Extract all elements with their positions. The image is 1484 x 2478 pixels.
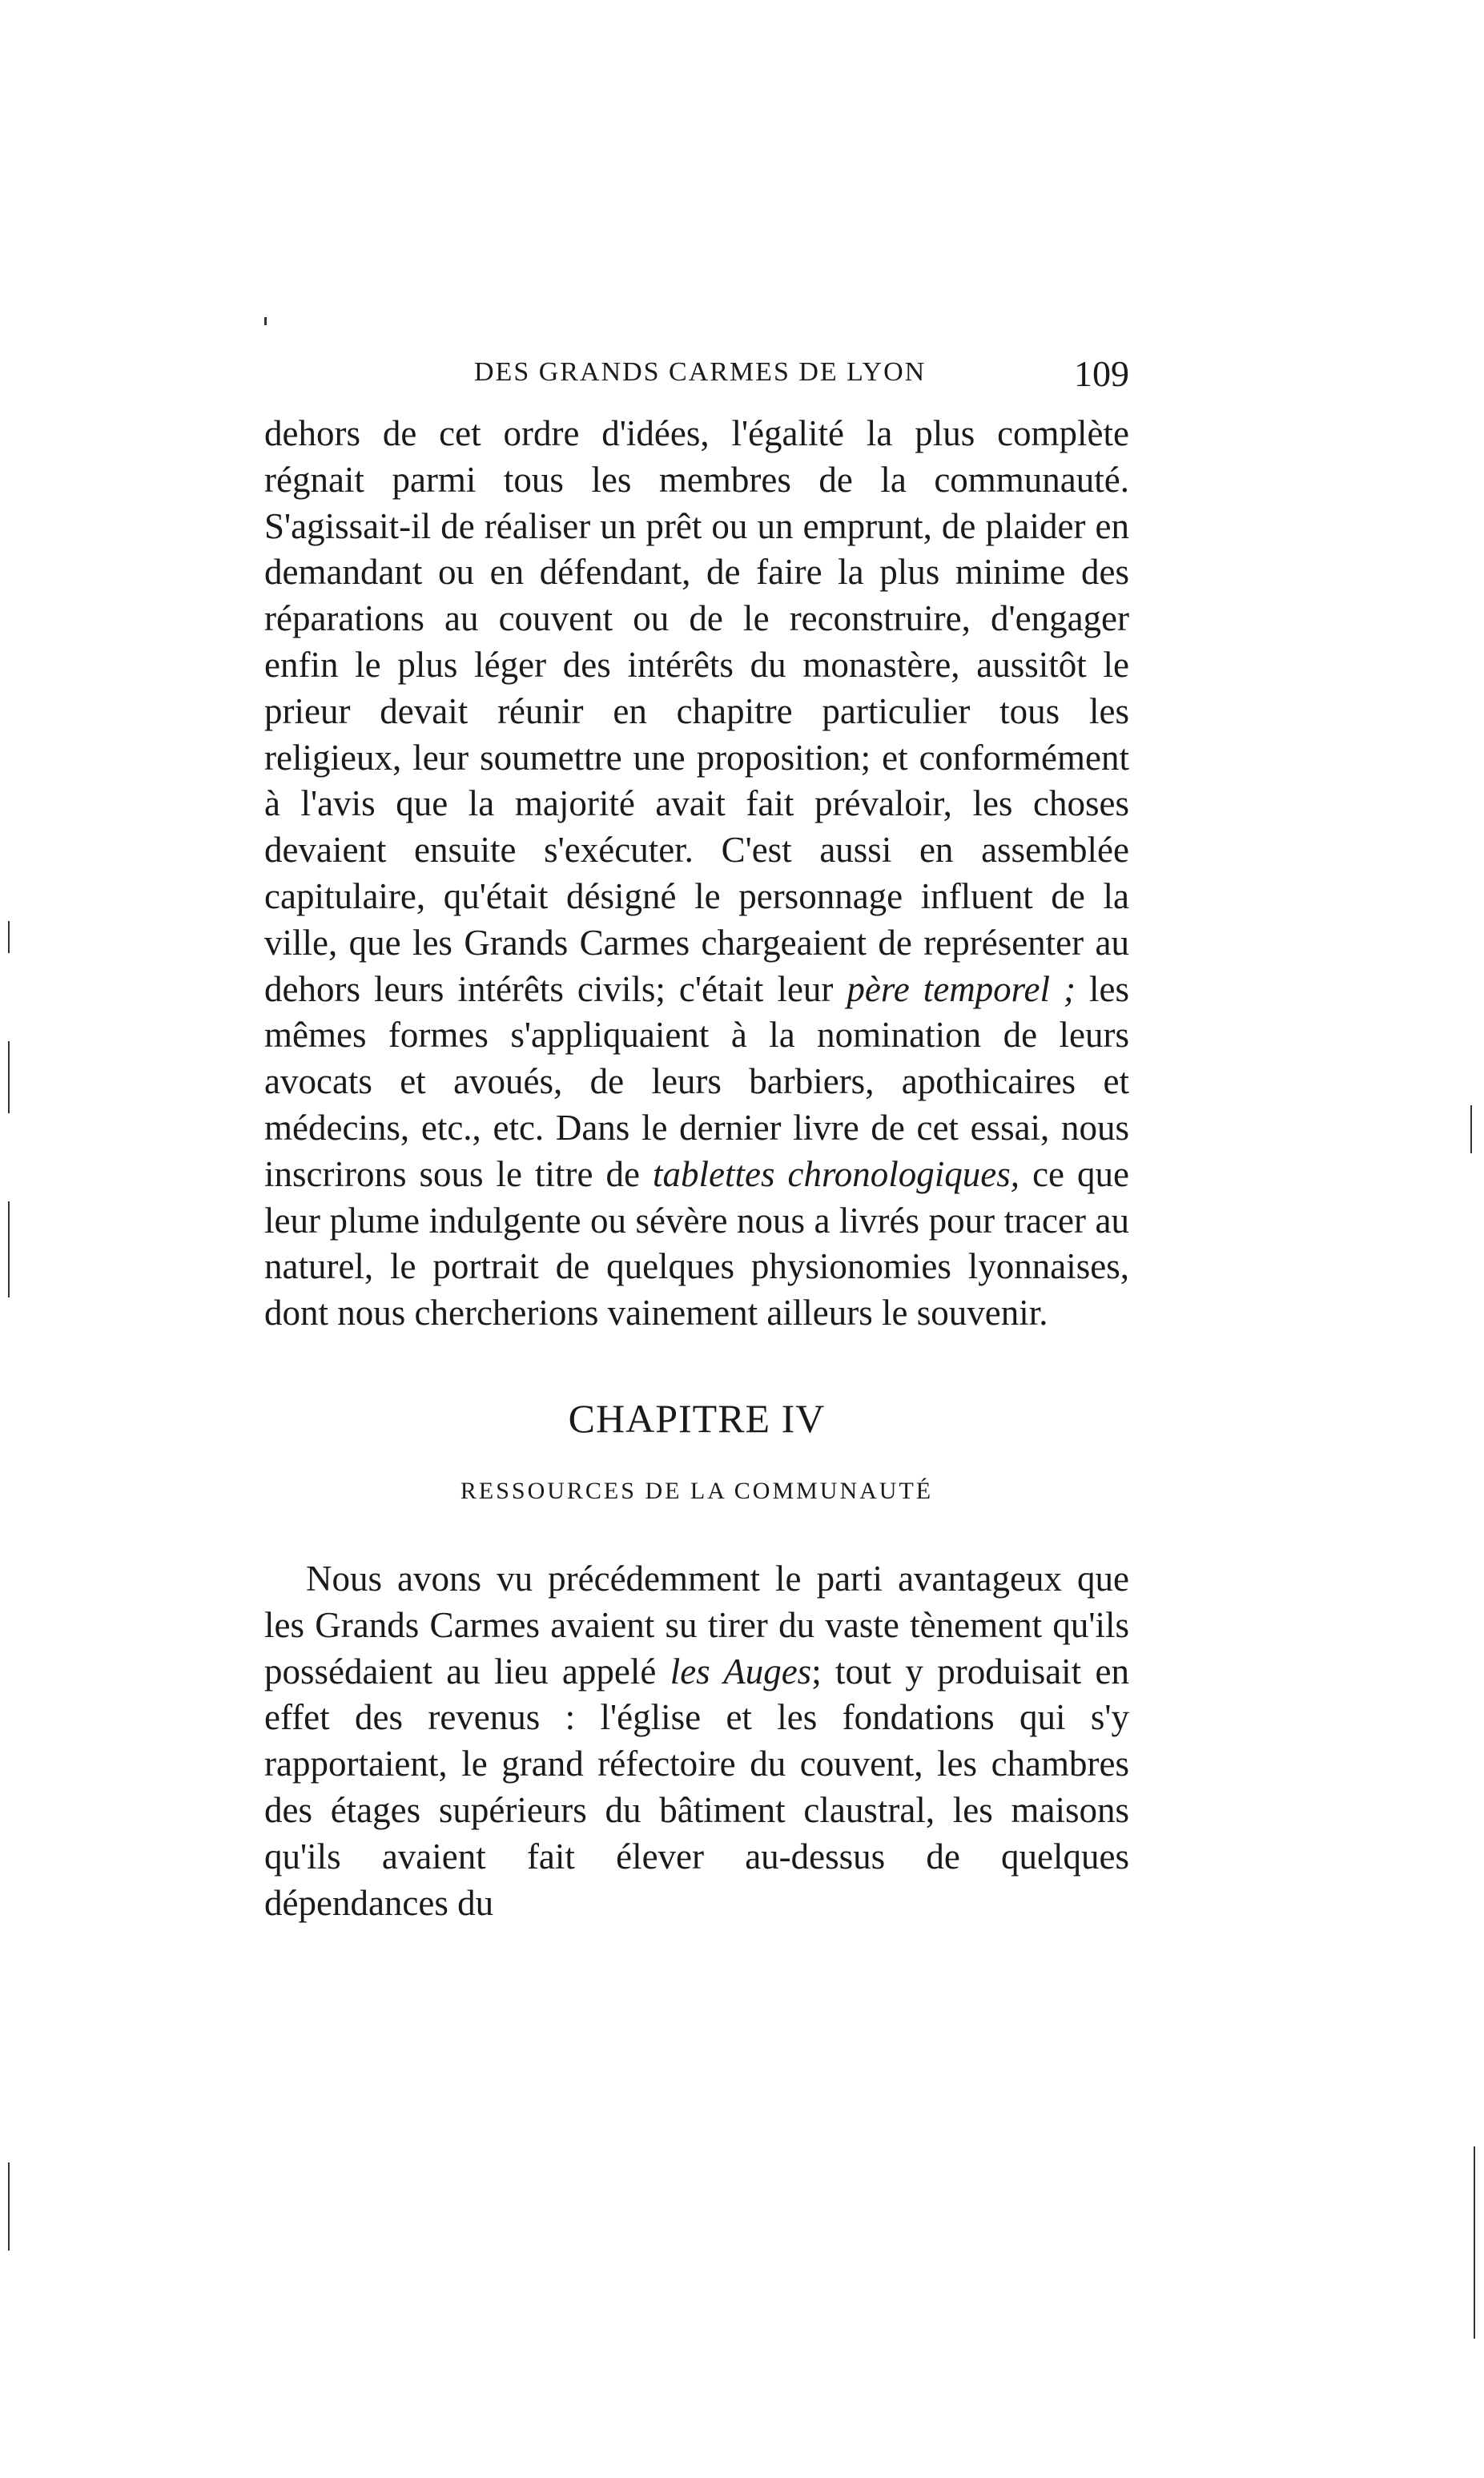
paragraph-1-text-c: ce que leur plume indulgente ou sévère nous a livrés pour tracer au naturel, le portrait de quelques physionomies lyonnaises, dont nous chercherions vainement ailleurs le souvenir. [264, 1153, 1129, 1334]
scan-edge-mark [1470, 1105, 1472, 1153]
scan-edge-mark [8, 1041, 10, 1113]
page-number: 109 [1074, 353, 1129, 394]
paragraph-1-text-a: dehors de cet ordre d'idées, l'égalité la plus complète régnait parmi tous les membres de la communauté. S'agissait-il de réaliser un prêt ou un emprunt, de plaider en demandant ou en défendant, de faire la plus minime des réparations au couvent ou de le reconstruire, d'engager enfin le plus léger des intérêts du monastère, aussitôt le prieur devait réunir en chapitre particulier tous les religieux, leur soumettre une proposition; et conformément à l'avis que la majorité avait fait prévaloir, les choses devaient ensuite s'exécuter. C'est aussi en assemblée capitulaire, qu'était désigné le personnage influent de la ville, que les Grands Carmes chargeaient de représenter au dehors leurs intérêts civils; c'était leur [264, 413, 1129, 1009]
chapter-subtitle: RESSOURCES DE LA COMMUNAUTÉ [460, 1478, 934, 1504]
chapter-title: CHAPITRE IV [568, 1396, 826, 1441]
paragraph-1-italic-a: père temporel ; [847, 968, 1076, 1009]
scan-edge-mark [1474, 2146, 1475, 2339]
scan-edge-mark [8, 2162, 10, 2251]
paragraph-2-text-a: Nous avons vu précédemment le parti avantageux que les Grands Carmes avaient su tirer du vaste tènement qu'ils possédaient au lieu appelé [264, 1559, 1129, 1692]
scan-edge-mark [8, 921, 10, 953]
scan-edge-mark [8, 1201, 10, 1297]
paragraph-2-text-b: ; tout y produisait en effet des revenus : l'église et les fondations qui s'y rapportaient, le grand réfectoire du couvent, les chambres des étages supérieurs du bâtiment claustral, les maisons qu'ils avaient fait élever au-dessus de quelques dépendances du [264, 1651, 1130, 1923]
body-paragraph-1 [264, 411, 1129, 1337]
body-paragraph-2 [264, 1556, 1129, 1926]
paragraph-2-italic-a: les Auges [670, 1651, 812, 1692]
running-title: DES GRANDS CARMES DE LYON [474, 357, 927, 387]
scan-edge-mark [264, 317, 267, 325]
paragraph-1-text-b: les mêmes formes s'appliquaient à la nomination de leurs avocats et avoués, de leurs barbiers, apothicaires et médecins, etc., etc. Dans le dernier livre de cet essai, nous inscrirons sous le titre de [264, 968, 1129, 1194]
running-header [264, 352, 1129, 400]
paragraph-1-italic-b: tablettes chronologiques, [653, 1153, 1020, 1194]
